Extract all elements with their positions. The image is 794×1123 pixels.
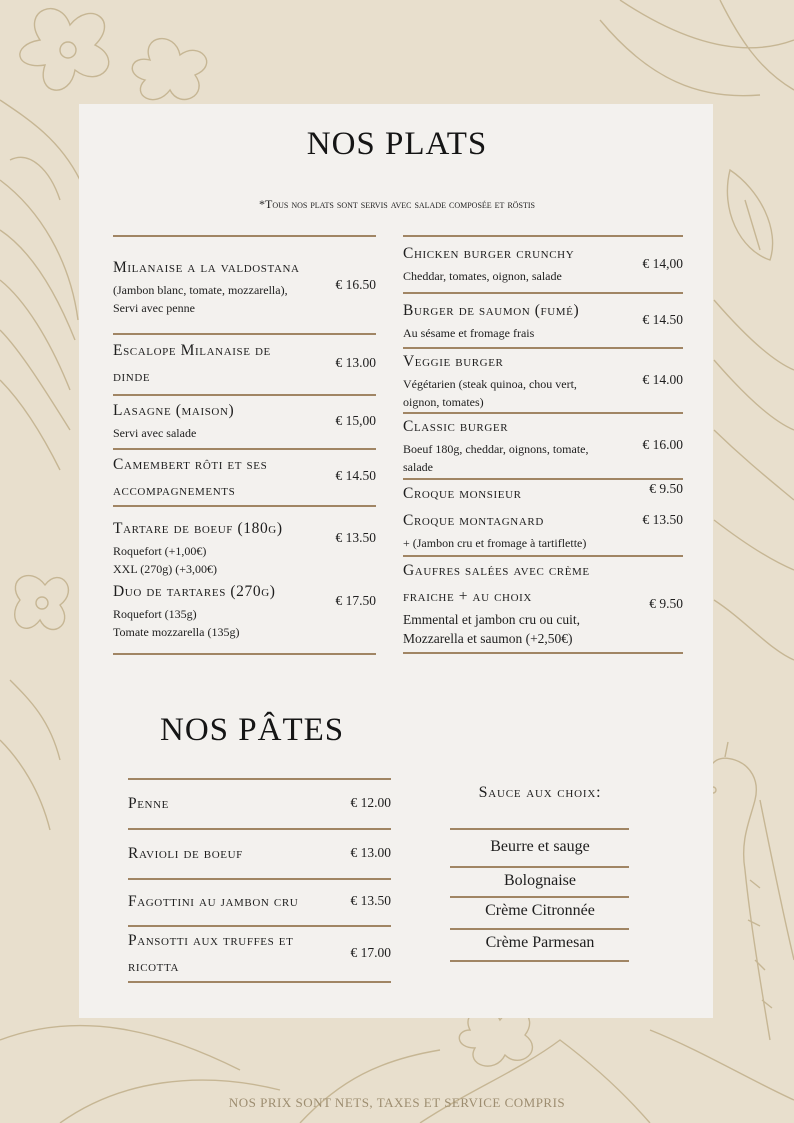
dish-name: Milanaise a la valdostana: [113, 259, 300, 276]
dish-price: € 13.00: [335, 355, 376, 370]
dish-description: XXL (270g) (+3,00€): [113, 562, 217, 576]
divider: [450, 896, 629, 898]
dish-description: Cheddar, tomates, oignon, salade: [403, 269, 562, 283]
divider: [128, 778, 391, 780]
dish-name: Camembert rôti et ses: [113, 456, 268, 473]
dish-description: Végétarien (steak quinoa, chou vert,: [403, 377, 577, 391]
dish-price: € 14.50: [642, 312, 683, 327]
dish-price: € 16.00: [642, 437, 683, 452]
divider: [403, 235, 683, 237]
divider: [128, 925, 391, 927]
divider: [403, 292, 683, 294]
dish-item: [113, 516, 333, 578]
divider: [403, 555, 683, 557]
pasta-item: [128, 841, 338, 867]
divider: [113, 333, 376, 335]
dish-item: [403, 414, 633, 476]
pasta-price: € 13.00: [350, 845, 391, 860]
sauce-option: Beurre et sauge: [490, 838, 590, 855]
dish-description: Servi avec penne: [113, 301, 195, 315]
dish-description: Boeuf 180g, cheddar, oignons, tomate,: [403, 442, 589, 456]
flower-left-middle-decoration: [0, 576, 68, 830]
dish-item: [113, 398, 323, 442]
dish-item: [403, 508, 633, 552]
dish-item: [403, 558, 638, 648]
sauce-section-title: Sauce aux choix:: [478, 784, 602, 801]
pasta-name: Pansotti aux truffes et: [128, 932, 294, 949]
dish-description: Au sésame et fromage frais: [403, 326, 535, 340]
dish-name-continued: accompagnements: [113, 482, 236, 499]
sauce-option: Crème Citronnée: [485, 902, 595, 919]
divider: [128, 828, 391, 830]
pasta-name: Ravioli de boeuf: [128, 845, 243, 862]
dish-name-continued: dinde: [113, 368, 151, 385]
divider: [113, 394, 376, 396]
dish-description: Roquefort (135g): [113, 607, 197, 621]
dish-description: + (Jambon cru et fromage à tartiflette): [403, 536, 587, 550]
page-title: NOS PLATS: [306, 126, 488, 162]
pasta-name-continued: ricotta: [128, 958, 179, 975]
dish-price: € 14.50: [335, 468, 376, 483]
leaf-right-decoration: [714, 300, 794, 660]
pasta-item: [128, 791, 338, 817]
dish-item: [113, 579, 333, 641]
dish-price: € 14,00: [642, 256, 683, 271]
pasta-price: € 13.50: [350, 893, 391, 908]
divider: [450, 960, 629, 962]
divider: [113, 235, 376, 237]
dish-item: [403, 298, 633, 342]
sauce-option: Crème Parmesan: [485, 934, 595, 951]
dish-description: Servi avec salade: [113, 426, 197, 440]
dish-description: (Jambon blanc, tomate, mozzarella),: [113, 283, 288, 297]
pasta-price: € 12.00: [350, 795, 391, 810]
dish-description: salade: [403, 460, 433, 474]
dish-description: Emmental et jambon cru ou cuit,: [403, 612, 580, 627]
dish-item: [403, 349, 633, 411]
pasta-item: [128, 889, 338, 915]
leaf-left-decoration: [0, 180, 78, 470]
dish-price: € 9.50: [649, 481, 683, 496]
dish-description: oignon, tomates): [403, 395, 484, 409]
pasta-name: Fagottini au jambon cru: [128, 893, 299, 910]
dish-price: € 16.50: [335, 277, 376, 292]
dish-name: Lasagne (maison): [113, 402, 235, 419]
dish-item: [403, 481, 633, 507]
price-footer-note: NOS PRIX SONT NETS, TAXES ET SERVICE COMPRIS: [228, 1095, 566, 1110]
dish-name: Veggie burger: [403, 353, 504, 370]
divider: [128, 981, 391, 983]
divider: [128, 878, 391, 880]
serving-note: *Tous nos plats sont servis avec salade composée et röstis: [258, 197, 536, 211]
dish-name-continued: fraiche + au choix: [403, 588, 532, 605]
pasta-item: [128, 928, 338, 980]
divider: [113, 505, 376, 507]
pasta-price: € 17.00: [350, 945, 391, 960]
divider: [450, 866, 629, 868]
dish-item: [113, 338, 323, 390]
pasta-name: Penne: [128, 795, 169, 812]
pasta-section-title: NOS PÂTES: [160, 712, 345, 748]
dish-name: Duo de tartares (270g): [113, 583, 276, 600]
dish-price: € 14.00: [642, 372, 683, 387]
dish-name: Escalope Milanaise de: [113, 342, 271, 359]
dish-price: € 13.50: [335, 530, 376, 545]
dish-name: Burger de saumon (fumé): [403, 302, 580, 319]
dish-item: [113, 255, 333, 317]
sauce-option: Bolognaise: [504, 872, 576, 889]
dish-price: € 17.50: [335, 593, 376, 608]
divider: [113, 653, 376, 655]
divider: [113, 448, 376, 450]
divider: [450, 928, 629, 930]
divider: [403, 478, 683, 480]
divider: [450, 828, 629, 830]
dish-name: Croque monsieur: [403, 485, 522, 502]
dish-description: Mozzarella et saumon (+2,50€): [403, 631, 573, 646]
divider: [403, 652, 683, 654]
dish-item: [403, 241, 633, 285]
dish-name: Classic burger: [403, 418, 509, 435]
dish-name: Chicken burger crunchy: [403, 245, 575, 262]
dish-price: € 15,00: [335, 413, 376, 428]
dish-name: Tartare de boeuf (180g): [113, 520, 283, 537]
dish-price: € 9.50: [649, 596, 683, 611]
dish-item: [113, 452, 323, 504]
dish-description: Roquefort (+1,00€): [113, 544, 207, 558]
dish-price: € 13.50: [642, 512, 683, 527]
dish-name: Gaufres salées avec crème: [403, 562, 590, 579]
dish-description: Tomate mozzarella (135g): [113, 625, 240, 639]
dish-name: Croque montagnard: [403, 512, 544, 529]
